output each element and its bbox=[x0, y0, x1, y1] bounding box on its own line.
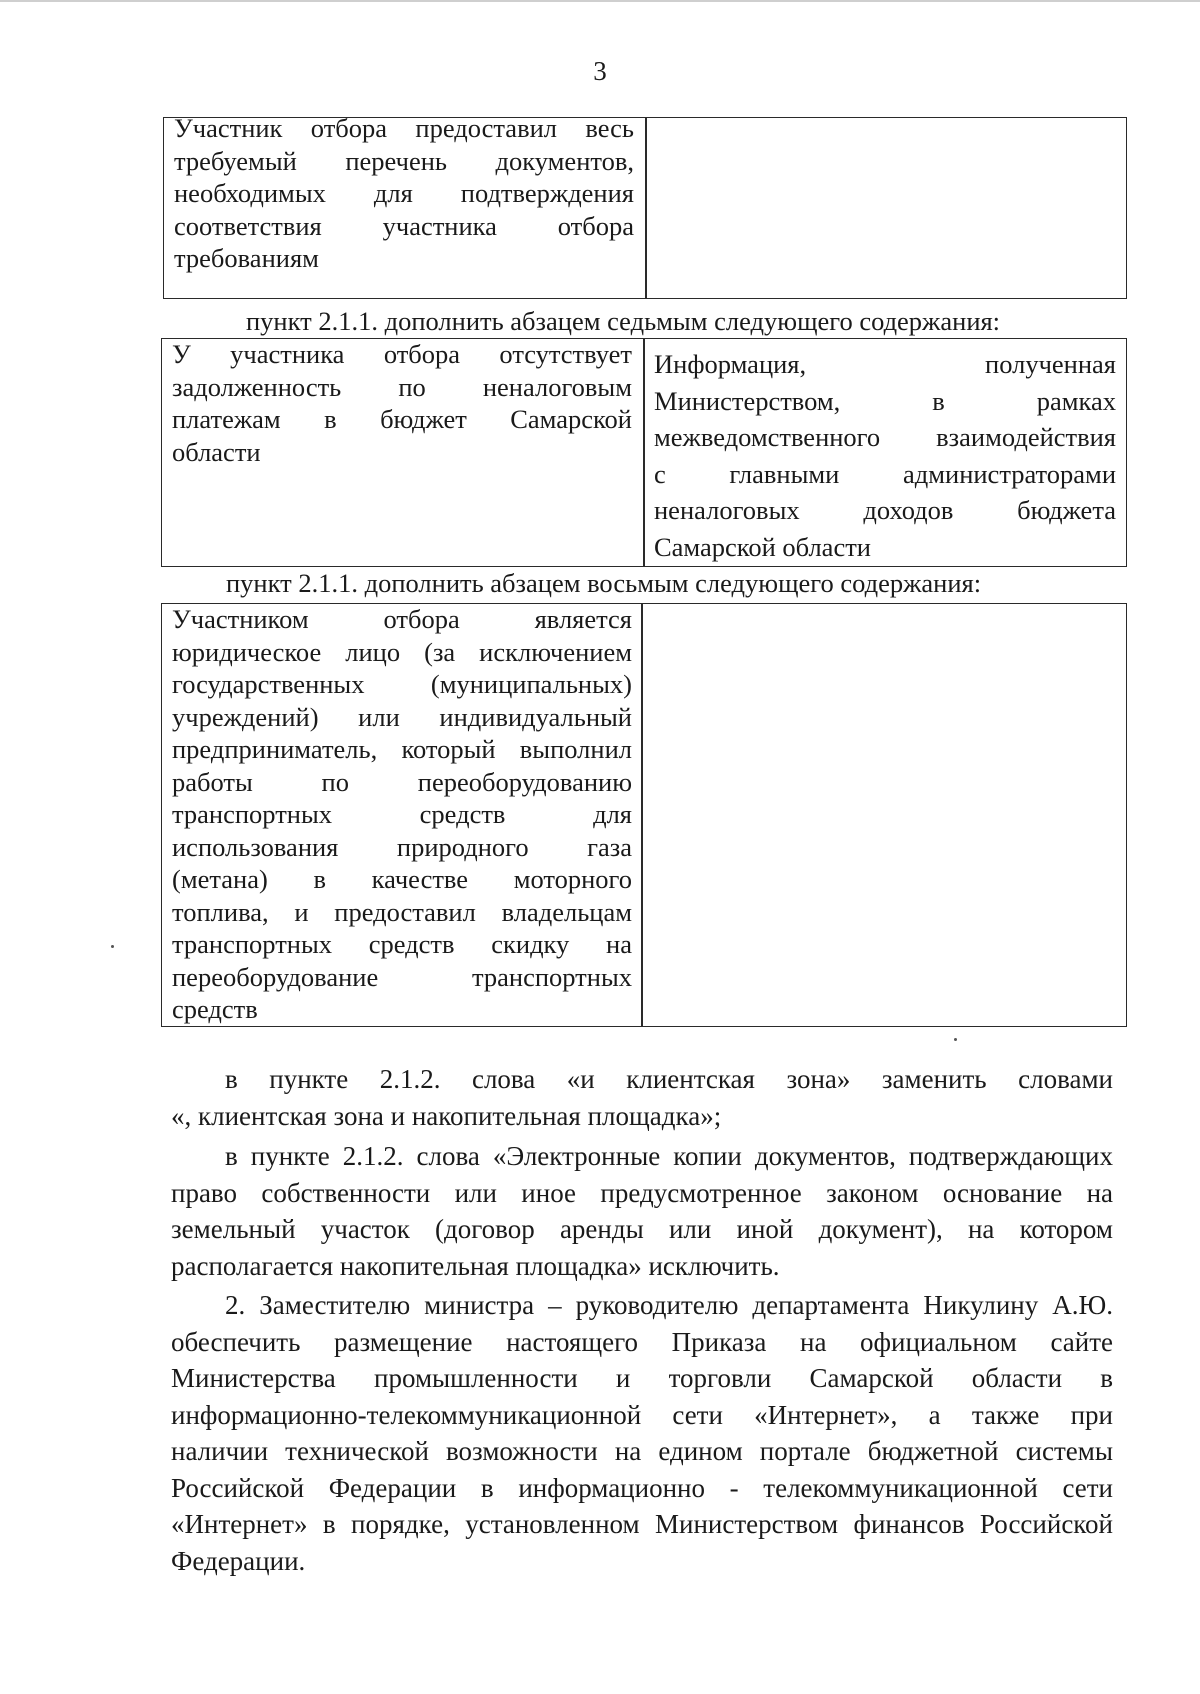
table-2-divider bbox=[643, 338, 645, 567]
scan-top-edge bbox=[0, 0, 1200, 2]
text-line: транспортных средств скидку на bbox=[172, 929, 632, 959]
text-line: требованиям bbox=[174, 243, 319, 273]
scan-speck bbox=[111, 945, 114, 948]
text-line: межведомственного взаимодействия bbox=[654, 422, 1116, 452]
text-line: транспортных средств для bbox=[172, 799, 632, 829]
table-2-right-cell bbox=[654, 346, 1116, 565]
table-2-left-cell bbox=[172, 338, 632, 468]
text-line: платежам в бюджет Самарской bbox=[172, 404, 632, 434]
paragraph-line: в пункте 2.1.2. слова «и клиентская зона» заменить словами bbox=[225, 1064, 1113, 1094]
text-line: соответствия участника отбора bbox=[174, 210, 634, 241]
scan-speck bbox=[954, 1038, 957, 1041]
text-line: неналоговых доходов бюджета bbox=[654, 495, 1116, 525]
paragraph-line: наличии технической возможности на едином портале бюджетной системы bbox=[171, 1436, 1113, 1466]
paragraph-line: 2. Заместителю министра – руководителю департамента Никулину А.Ю. bbox=[225, 1290, 1113, 1320]
text-line: средств bbox=[172, 994, 258, 1024]
paragraph-line: информационно-телекоммуникационной сети «Интернет», а также при bbox=[171, 1399, 1113, 1430]
paragraph-1 bbox=[171, 1061, 1113, 1134]
table-1-divider bbox=[645, 117, 647, 299]
text-line: использования природного газа bbox=[172, 831, 632, 862]
text-line: Информация, полученная bbox=[654, 349, 1116, 379]
text-line: работы по переоборудованию bbox=[172, 766, 632, 797]
text-line: Самарской области bbox=[654, 531, 871, 562]
text-line: предприниматель, который выполнил bbox=[172, 734, 632, 764]
table-3-left-cell bbox=[172, 603, 632, 1026]
paragraph-line: Российской Федерации в информационно - телекоммуникационной сети bbox=[171, 1472, 1113, 1503]
paragraph-line: в пункте 2.1.2. слова «Электронные копии документов, подтверждающих bbox=[225, 1141, 1113, 1171]
paragraph-3 bbox=[171, 1287, 1113, 1579]
caption-2: пункт 2.1.1. дополнить абзацем восьмым следующего содержания: bbox=[226, 568, 982, 598]
paragraph-line: земельный участок (договор аренды или иной документ), на котором bbox=[171, 1214, 1113, 1244]
text-line: топлива, и предоставил владельцам bbox=[172, 896, 632, 927]
text-line: Участником отбора является bbox=[172, 604, 632, 634]
text-line: Участник отбора предоставил весь bbox=[174, 113, 634, 143]
text-line: учреждений) или индивидуальный bbox=[172, 701, 632, 732]
table-1-left-cell bbox=[174, 112, 634, 275]
paragraph-line: обеспечить размещение настоящего Приказа на официальном сайте bbox=[171, 1326, 1113, 1357]
text-line: государственных (муниципальных) bbox=[172, 669, 632, 699]
paragraph-line: «Интернет» в порядке, установленном Министерством финансов Российской bbox=[171, 1509, 1113, 1539]
text-line: области bbox=[172, 436, 261, 467]
text-line: У участника отбора отсутствует bbox=[172, 339, 632, 369]
table-3-divider bbox=[641, 603, 643, 1027]
paragraph-line: «, клиентская зона и накопительная площадка»; bbox=[171, 1100, 722, 1131]
paragraph-line: Министерства промышленности и торговли Самарской области в bbox=[171, 1363, 1113, 1393]
paragraph-line: Федерации. bbox=[171, 1545, 306, 1576]
text-line: (метана) в качестве моторного bbox=[172, 864, 632, 894]
page-number: 3 bbox=[593, 56, 607, 86]
text-line: задолженность по неналоговым bbox=[172, 371, 632, 402]
text-line: юридическое лицо (за исключением bbox=[172, 636, 632, 667]
text-line: Министерством, в рамках bbox=[654, 385, 1116, 416]
text-line: переоборудование транспортных bbox=[172, 961, 632, 992]
paragraph-line: располагается накопительная площадка» исключить. bbox=[171, 1250, 780, 1281]
text-line: с главными администраторами bbox=[654, 458, 1116, 489]
paragraph-line: право собственности или иное предусмотренное законом основание на bbox=[171, 1177, 1113, 1208]
caption-1: пункт 2.1.1. дополнить абзацем седьмым следующего содержания: bbox=[246, 306, 1001, 336]
text-line: требуемый перечень документов, bbox=[174, 145, 634, 176]
text-line: необходимых для подтверждения bbox=[174, 178, 634, 208]
paragraph-2 bbox=[171, 1138, 1113, 1284]
